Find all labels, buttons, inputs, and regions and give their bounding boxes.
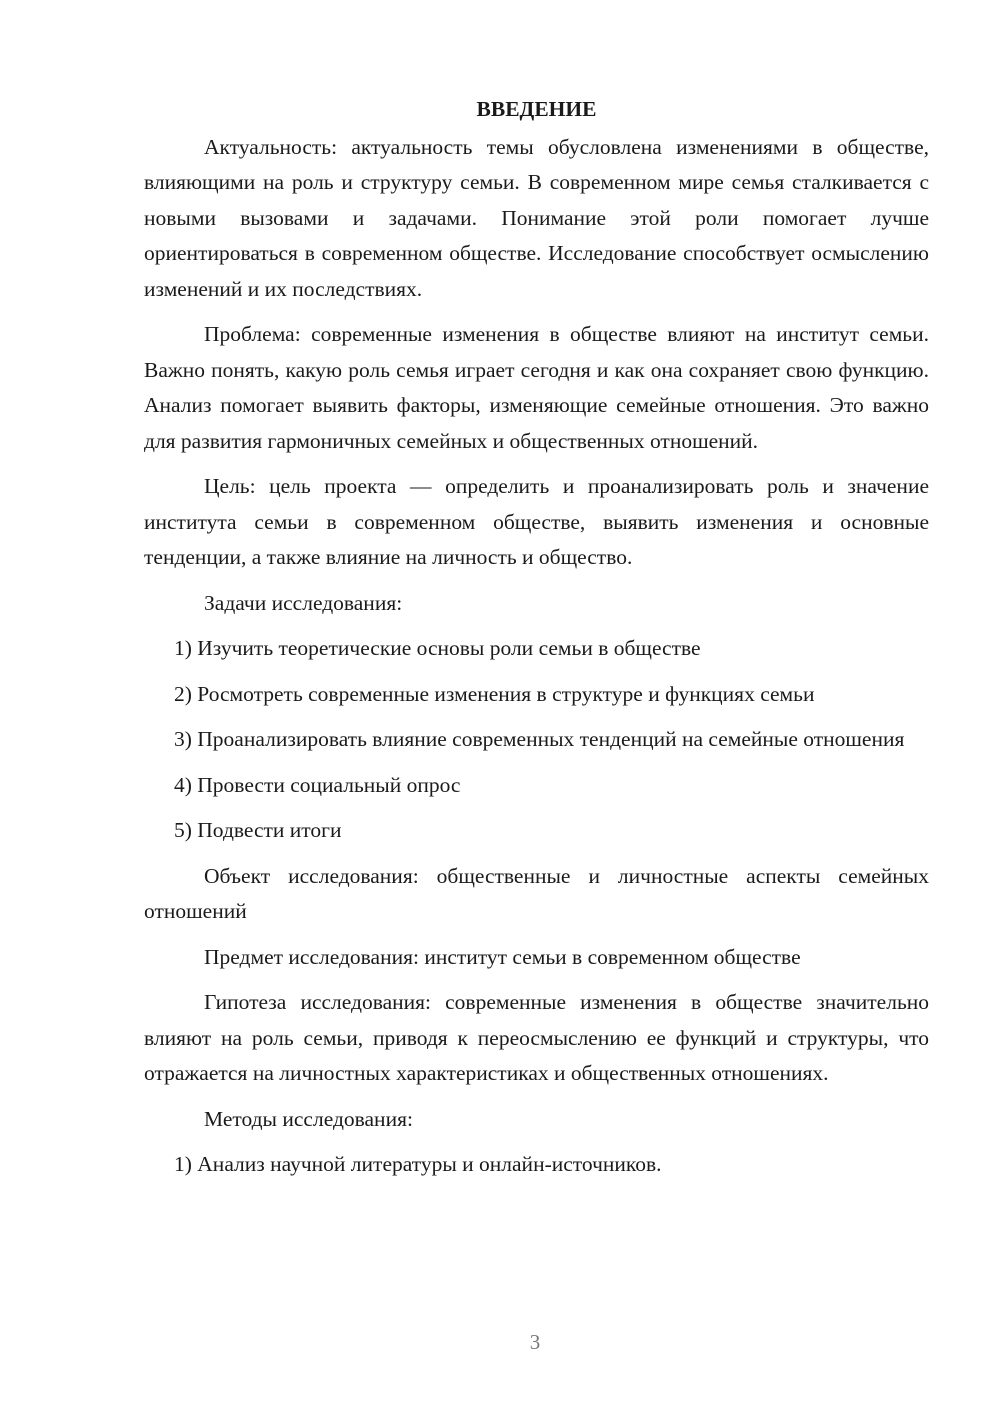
- problem-paragraph: Проблема: современные изменения в обществе влияют на институт семьи. Важно понять, какую роль семья играет сегодня и как она сохраняет свою функцию. Анализ помогает выявить факторы, изменяющие семейные отношения. Это важно для развития гармоничных семейных и общественных отношений.: [144, 322, 929, 453]
- subject-paragraph: Предмет исследования: институт семьи в современном обществе: [204, 944, 801, 969]
- task-item-2: 2) Росмотреть современные изменения в структуре и функциях семьи: [174, 681, 815, 706]
- document-page: [144, 92, 929, 1193]
- task-item-1: 1) Изучить теоретические основы роли семьи в обществе: [174, 636, 701, 660]
- object-paragraph: Объект исследования: общественные и личностные аспекты семейных отношений: [144, 863, 929, 923]
- tasks-heading: Задачи исследования:: [204, 590, 403, 615]
- task-item-5: 5) Подвести итоги: [174, 818, 342, 842]
- task-item-4: 4) Провести социальный опрос: [174, 772, 461, 797]
- hypothesis-paragraph: Гипотеза исследования: современные изменения в обществе значительно влияют на роль семьи, приводя к переосмыслению ее функций и структуры, что отражается на личностных характеристиках и общественных отношениях.: [144, 990, 929, 1085]
- goal-paragraph: Цель: цель проекта — определить и проанализировать роль и значение института семьи в современном обществе, выявить изменения и основные тенденции, а также влияние на личность и общество.: [144, 474, 929, 569]
- page-number: 3: [529, 1330, 541, 1354]
- method-item-1: 1) Анализ научной литературы и онлайн-источников.: [174, 1152, 662, 1176]
- page-title: ВВЕДЕНИЕ: [476, 97, 597, 121]
- relevance-paragraph: Актуальность: актуальность темы обусловлена изменениями в обществе, влияющими на роль и структуру семьи. В современном мире семья сталкивается с новыми вызовами и задачами. Понимание этой роли помогает лучше ориентироваться в современном обществе. Исследование способствует осмыслению изменений и их последствиях.: [144, 134, 929, 301]
- methods-heading: Методы исследования:: [204, 1106, 413, 1131]
- task-item-3: 3) Проанализировать влияние современных тенденций на семейные отношения: [174, 727, 905, 751]
